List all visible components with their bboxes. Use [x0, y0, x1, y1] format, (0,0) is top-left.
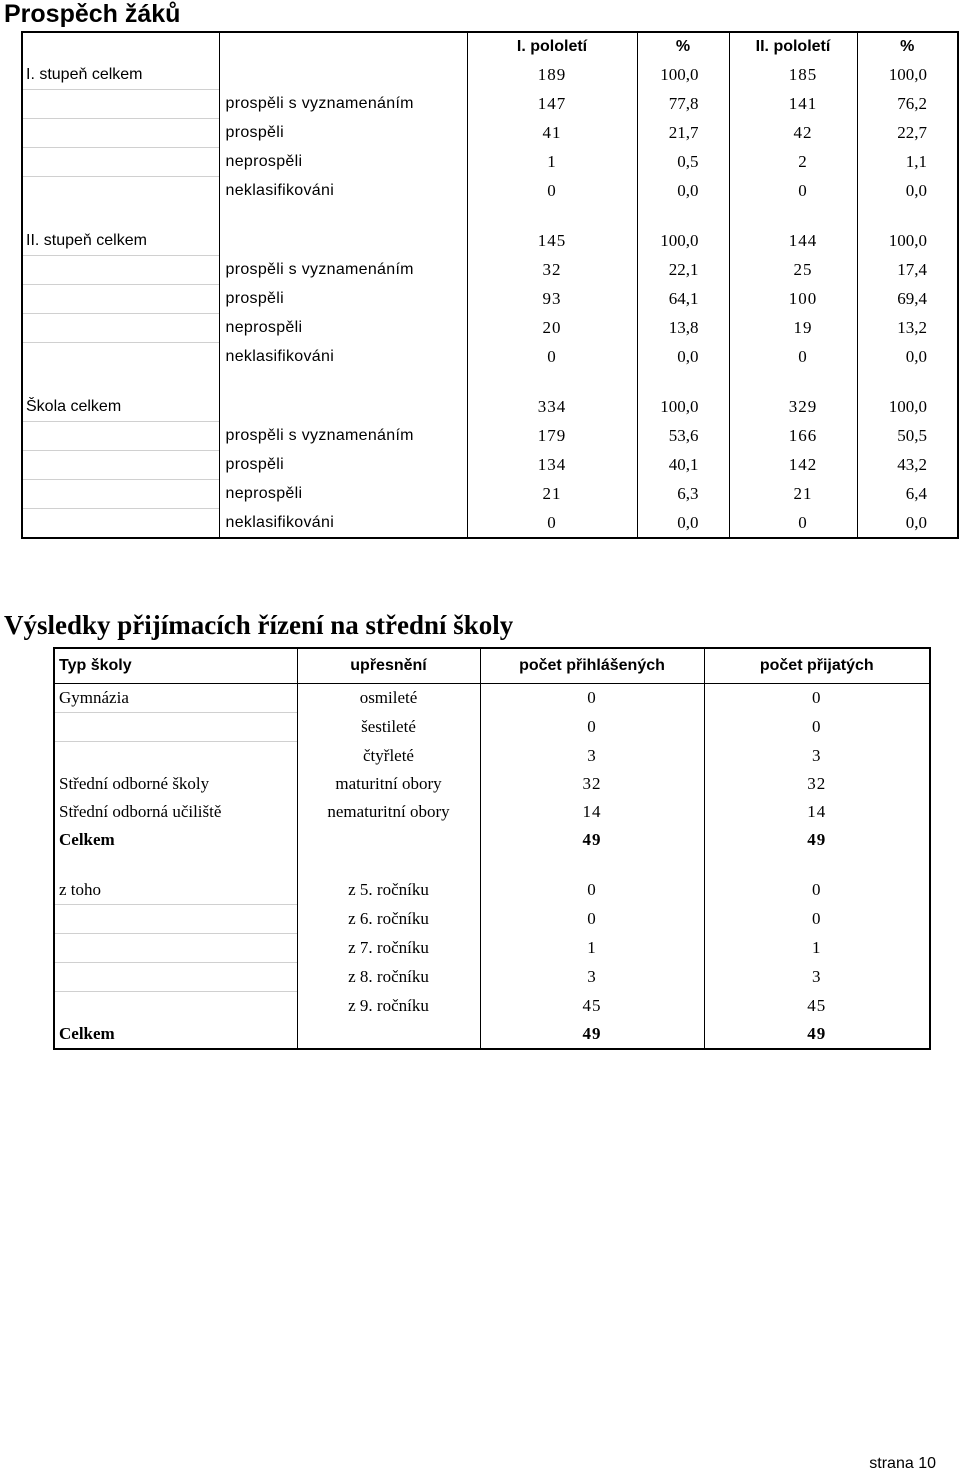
table-row [22, 148, 958, 177]
value-cell: 144 [729, 227, 857, 256]
spacer-cell [467, 371, 637, 393]
spacer-cell [704, 854, 930, 876]
table-row [22, 177, 958, 206]
school-type [54, 713, 297, 742]
value-cell: 100,0 [857, 227, 958, 256]
value-cell: 93 [467, 285, 637, 314]
row-label: neklasifikováni [219, 177, 467, 206]
detail: nematuritní obory [297, 798, 480, 826]
row-label: prospěli [219, 285, 467, 314]
spacer-cell [729, 371, 857, 393]
table-row [54, 876, 930, 905]
accepted-count: 1 [704, 934, 930, 963]
value-cell: 21 [729, 480, 857, 509]
empty-cell [22, 451, 219, 480]
accepted-count: 49 [704, 1020, 930, 1049]
value-cell: 20 [467, 314, 637, 343]
school-type: Střední odborná učiliště [54, 798, 297, 826]
applied-count: 49 [480, 1020, 704, 1049]
value-cell: 64,1 [637, 285, 729, 314]
total-row [54, 1020, 930, 1049]
results-table [21, 31, 959, 539]
spacer-cell [637, 205, 729, 227]
page-title: Prospěch žáků [4, 0, 181, 28]
empty-cell [54, 992, 297, 1021]
spacer-cell [297, 854, 480, 876]
empty-cell [22, 148, 219, 177]
header-cell [22, 32, 219, 61]
table-row [54, 934, 930, 963]
value-cell: 22,7 [857, 119, 958, 148]
value-cell: 1,1 [857, 148, 958, 177]
value-cell: 13,8 [637, 314, 729, 343]
applied-count: 3 [480, 963, 704, 992]
table-row [54, 684, 930, 713]
admissions-table-body [54, 648, 930, 1049]
table-row [22, 314, 958, 343]
table-row [54, 770, 930, 798]
value-cell: 329 [729, 393, 857, 422]
detail: osmileté [297, 684, 480, 713]
spacer-cell [467, 205, 637, 227]
row-label: prospěli [219, 119, 467, 148]
accepted-count: 0 [704, 684, 930, 713]
table-row [54, 798, 930, 826]
detail: maturitní obory [297, 770, 480, 798]
value-cell: 334 [467, 393, 637, 422]
value-cell: 185 [729, 61, 857, 90]
detail: z 5. ročníku [297, 876, 480, 905]
spacer-cell [729, 205, 857, 227]
table-row [22, 285, 958, 314]
table-row [54, 992, 930, 1021]
table-row [54, 963, 930, 992]
accepted-count: 0 [704, 876, 930, 905]
table-row [22, 509, 958, 539]
empty-cell [22, 480, 219, 509]
section-title: Výsledky přijímacích řízení na střední školy [4, 610, 514, 640]
table-row [22, 480, 958, 509]
value-cell: 100,0 [857, 393, 958, 422]
table-row [22, 343, 958, 372]
group-total-row [22, 227, 958, 256]
accepted-count: 3 [704, 963, 930, 992]
value-cell: 0 [729, 177, 857, 206]
value-cell: 142 [729, 451, 857, 480]
table-row [22, 90, 958, 119]
empty-cell [22, 119, 219, 148]
header-cell: Typ školy [54, 648, 297, 684]
group-total-row [22, 393, 958, 422]
applied-count: 45 [480, 992, 704, 1021]
value-cell: 77,8 [637, 90, 729, 119]
row-label: neprospěli [219, 480, 467, 509]
empty-cell [297, 826, 480, 854]
header-cell: % [637, 32, 729, 61]
value-cell: 0 [729, 343, 857, 372]
row-label: prospěli s vyznamenáním [219, 90, 467, 119]
spacer-cell [22, 205, 219, 227]
group-label: Škola celkem [22, 393, 219, 422]
value-cell: 1 [467, 148, 637, 177]
accepted-count: 14 [704, 798, 930, 826]
spacer-row [22, 205, 958, 227]
applied-count: 14 [480, 798, 704, 826]
table-row [22, 451, 958, 480]
page-number: strana 10 [869, 1455, 936, 1472]
applied-count: 0 [480, 876, 704, 905]
empty-cell [22, 285, 219, 314]
value-cell: 0 [467, 177, 637, 206]
row-label: neklasifikováni [219, 509, 467, 539]
value-cell: 42 [729, 119, 857, 148]
value-cell: 0,0 [637, 177, 729, 206]
spacer-cell [857, 205, 958, 227]
value-cell: 41 [467, 119, 637, 148]
value-cell: 147 [467, 90, 637, 119]
value-cell: 0,0 [637, 509, 729, 539]
empty-cell [22, 90, 219, 119]
value-cell: 50,5 [857, 422, 958, 451]
total-label: Celkem [54, 826, 297, 854]
header-cell: % [857, 32, 958, 61]
applied-count: 0 [480, 905, 704, 934]
detail: čtyřleté [297, 742, 480, 771]
empty-cell [219, 227, 467, 256]
results-table-body [22, 32, 958, 538]
row-label: prospěli [219, 451, 467, 480]
value-cell: 166 [729, 422, 857, 451]
spacer-cell [22, 371, 219, 393]
value-cell: 0,0 [857, 509, 958, 539]
group-label: I. stupeň celkem [22, 61, 219, 90]
header-cell: I. pololetí [467, 32, 637, 61]
empty-cell [219, 393, 467, 422]
empty-cell [54, 905, 297, 934]
value-cell: 0 [467, 343, 637, 372]
value-cell: 19 [729, 314, 857, 343]
school-type: Střední odborné školy [54, 770, 297, 798]
total-label: Celkem [54, 1020, 297, 1049]
value-cell: 0,0 [857, 343, 958, 372]
empty-cell [22, 343, 219, 372]
empty-cell [22, 422, 219, 451]
spacer-cell [219, 205, 467, 227]
table-row [54, 742, 930, 771]
value-cell: 17,4 [857, 256, 958, 285]
header-cell: počet přihlášených [480, 648, 704, 684]
applied-count: 1 [480, 934, 704, 963]
table-row [22, 119, 958, 148]
value-cell: 43,2 [857, 451, 958, 480]
value-cell: 100,0 [857, 61, 958, 90]
value-cell: 21,7 [637, 119, 729, 148]
row-label: prospěli s vyznamenáním [219, 422, 467, 451]
school-type: Gymnázia [54, 684, 297, 713]
value-cell: 134 [467, 451, 637, 480]
empty-cell [22, 314, 219, 343]
spacer-cell [857, 371, 958, 393]
value-cell: 189 [467, 61, 637, 90]
row-label: neprospěli [219, 148, 467, 177]
empty-cell [297, 1020, 480, 1049]
empty-cell [22, 256, 219, 285]
value-cell: 145 [467, 227, 637, 256]
detail: šestileté [297, 713, 480, 742]
row-label: neprospěli [219, 314, 467, 343]
value-cell: 0,0 [857, 177, 958, 206]
applied-count: 32 [480, 770, 704, 798]
empty-cell [54, 963, 297, 992]
value-cell: 69,4 [857, 285, 958, 314]
applied-count: 0 [480, 684, 704, 713]
value-cell: 141 [729, 90, 857, 119]
spacer-cell [480, 854, 704, 876]
value-cell: 22,1 [637, 256, 729, 285]
detail: z 8. ročníku [297, 963, 480, 992]
value-cell: 76,2 [857, 90, 958, 119]
total-row [54, 826, 930, 854]
header-cell: II. pololetí [729, 32, 857, 61]
header-cell: počet přijatých [704, 648, 930, 684]
value-cell: 100,0 [637, 393, 729, 422]
empty-cell [22, 509, 219, 539]
value-cell: 100,0 [637, 61, 729, 90]
applied-count: 3 [480, 742, 704, 771]
value-cell: 6,4 [857, 480, 958, 509]
value-cell: 2 [729, 148, 857, 177]
empty-cell [219, 61, 467, 90]
header-cell [219, 32, 467, 61]
school-type [54, 742, 297, 771]
admissions-table [53, 647, 931, 1050]
value-cell: 25 [729, 256, 857, 285]
empty-cell [54, 934, 297, 963]
applied-count: 49 [480, 826, 704, 854]
value-cell: 53,6 [637, 422, 729, 451]
group-label: II. stupeň celkem [22, 227, 219, 256]
detail: z 6. ročníku [297, 905, 480, 934]
accepted-count: 32 [704, 770, 930, 798]
accepted-count: 45 [704, 992, 930, 1021]
value-cell: 40,1 [637, 451, 729, 480]
value-cell: 13,2 [857, 314, 958, 343]
value-cell: 21 [467, 480, 637, 509]
row-label: prospěli s vyznamenáním [219, 256, 467, 285]
table-row [54, 713, 930, 742]
value-cell: 0 [467, 509, 637, 539]
value-cell: 100,0 [637, 227, 729, 256]
group-total-row [22, 61, 958, 90]
results-table-header [22, 32, 958, 61]
accepted-count: 0 [704, 905, 930, 934]
admissions-table-header [54, 648, 930, 684]
spacer-row [54, 854, 930, 876]
accepted-count: 0 [704, 713, 930, 742]
row-label: neklasifikováni [219, 343, 467, 372]
table-row [22, 422, 958, 451]
table-row [22, 256, 958, 285]
detail: z 7. ročníku [297, 934, 480, 963]
value-cell: 32 [467, 256, 637, 285]
spacer-cell [54, 854, 297, 876]
spacer-cell [637, 371, 729, 393]
empty-cell [22, 177, 219, 206]
value-cell: 0,5 [637, 148, 729, 177]
value-cell: 6,3 [637, 480, 729, 509]
accepted-count: 49 [704, 826, 930, 854]
value-cell: 179 [467, 422, 637, 451]
from-label: z toho [54, 876, 297, 905]
table-row [54, 905, 930, 934]
accepted-count: 3 [704, 742, 930, 771]
header-cell: upřesnění [297, 648, 480, 684]
spacer-cell [219, 371, 467, 393]
spacer-row [22, 371, 958, 393]
detail: z 9. ročníku [297, 992, 480, 1021]
applied-count: 0 [480, 713, 704, 742]
value-cell: 100 [729, 285, 857, 314]
value-cell: 0 [729, 509, 857, 539]
value-cell: 0,0 [637, 343, 729, 372]
